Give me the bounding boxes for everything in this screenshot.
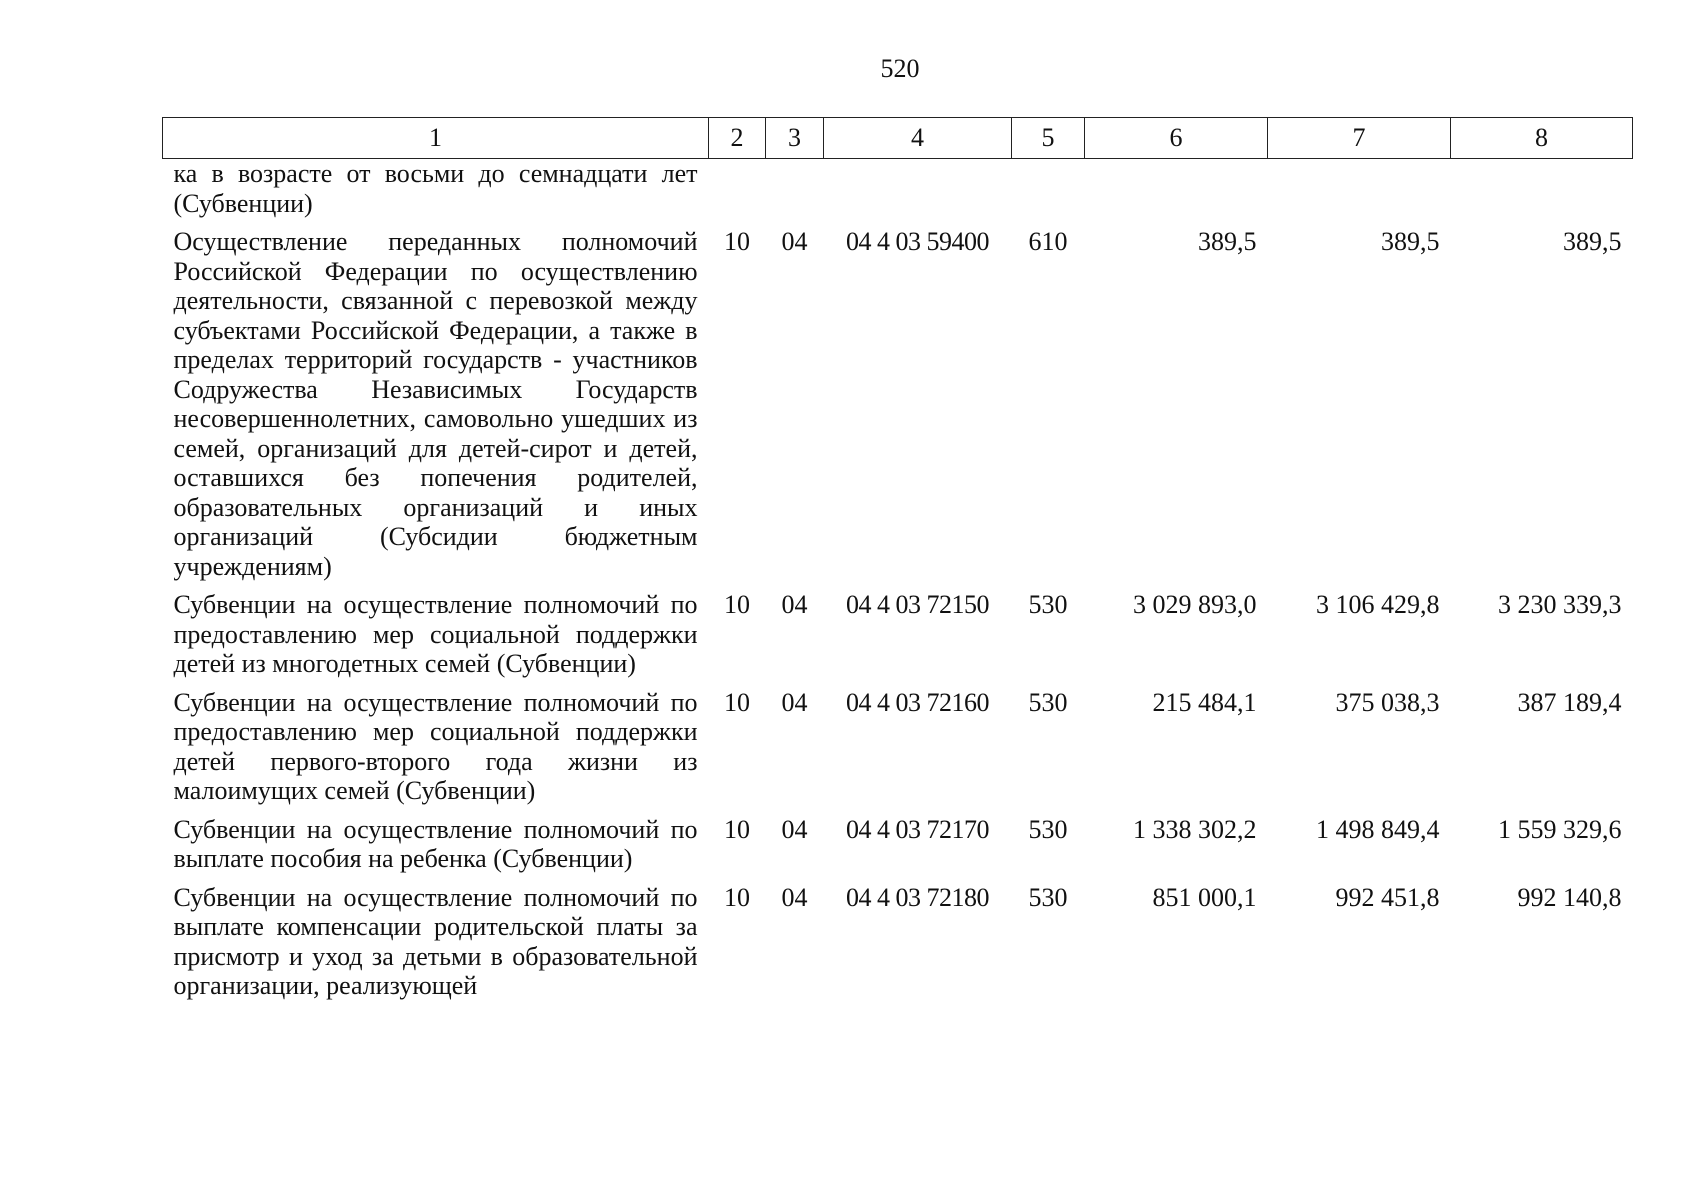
row-amount-year2: 992 451,8 [1335,882,1440,912]
row-section: 10 [724,590,750,619]
row-amount-year1: 3 029 893,0 [1133,590,1257,619]
row-expense-type: 610 [1028,227,1068,256]
row-subsection: 04 [781,882,808,912]
header-col-8: 8 [1451,118,1633,159]
row-amount-year1: 389,5 [1198,227,1257,256]
table-header [163,118,1633,159]
row-section: 10 [724,687,750,717]
row-description: Субвенции на осуществление полномочий по выплате компенсации родительской платы за присмотр и уход за детьми в образовательной организации, реализующей [173,882,698,1000]
row-amount-year3: 387 189,4 [1517,687,1622,717]
table-row [163,883,1633,1010]
row-target-code: 04 4 03 72170 [846,814,989,844]
row-amount-year3: 389,5 [1563,227,1622,256]
row-amount-year2: 375 038,3 [1335,687,1440,717]
header-col-2: 2 [709,118,766,159]
table-row [163,688,1633,815]
row-amount-year1 [1085,159,1268,228]
row-amount-year1: 215 484,1 [1152,687,1257,717]
row-amount-year3: 3 230 339,3 [1498,590,1622,619]
row-expense-type: 530 [1028,687,1068,717]
budget-table [162,117,1633,1010]
row-amount-year1: 851 000,1 [1152,882,1257,912]
row-amount-year2: 1 498 849,4 [1316,814,1440,844]
table-row [163,227,1633,590]
row-subsection: 04 [781,590,808,619]
row-amount-year2: 389,5 [1381,227,1440,256]
header-row [163,118,1633,159]
header-col-6: 6 [1085,118,1268,159]
row-amount-year2 [1268,159,1451,228]
row-expense-type: 530 [1028,882,1068,912]
header-col-5: 5 [1012,118,1085,159]
row-description: Осуществление переданных полномочий Российской Федерации по осуществлению деятельности, связанной с перевозкой между субъектами Российской Федерации, а также в пределах территорий государств - участников Содружества Независимых Государств несовершеннолетних, самовольно ушедших из семей, организаций для детей-сирот и детей, оставшихся без попечения родителей, образовательных организаций и иных организаций (Субсидии бюджетным учреждениям) [173,227,698,581]
row-expense-type: 530 [1028,590,1068,619]
row-subsection: 04 [781,687,808,717]
header-col-1: 1 [163,118,709,159]
header-col-3: 3 [766,118,824,159]
row-amount-year1: 1 338 302,2 [1133,814,1257,844]
row-amount-year3 [1451,159,1633,228]
row-target-code [824,159,1012,228]
row-section: 10 [724,882,750,912]
row-subsection: 04 [781,227,808,256]
table-body [163,159,1633,1010]
table-row [163,815,1633,883]
row-target-code: 04 4 03 59400 [846,227,989,256]
row-section: 10 [724,814,750,844]
row-amount-year2: 3 106 429,8 [1316,590,1440,619]
header-col-4: 4 [824,118,1012,159]
row-section [709,159,766,228]
table-row [163,159,1633,228]
row-target-code: 04 4 03 72180 [846,882,989,912]
row-expense-type [1012,159,1085,228]
row-description: ка в возрасте от восьми до семнадцати лет (Субвенции) [173,159,698,218]
row-subsection [766,159,824,228]
row-subsection: 04 [781,814,808,844]
row-description: Субвенции на осуществление полномочий по предоставлению мер социальной поддержки детей из многодетных семей (Субвенции) [173,590,698,678]
row-target-code: 04 4 03 72150 [846,590,989,619]
row-description: Субвенции на осуществление полномочий по предоставлению мер социальной поддержки детей первого-второго года жизни из малоимущих семей (Субвенции) [173,687,698,805]
row-section: 10 [724,227,750,256]
page-number: 520 [880,54,920,83]
row-target-code: 04 4 03 72160 [846,687,989,717]
header-col-7: 7 [1268,118,1451,159]
row-description: Субвенции на осуществление полномочий по выплате пособия на ребенка (Субвенции) [173,814,698,873]
row-expense-type: 530 [1028,814,1068,844]
row-amount-year3: 992 140,8 [1517,882,1622,912]
table-row [163,590,1633,688]
row-amount-year3: 1 559 329,6 [1498,814,1622,844]
